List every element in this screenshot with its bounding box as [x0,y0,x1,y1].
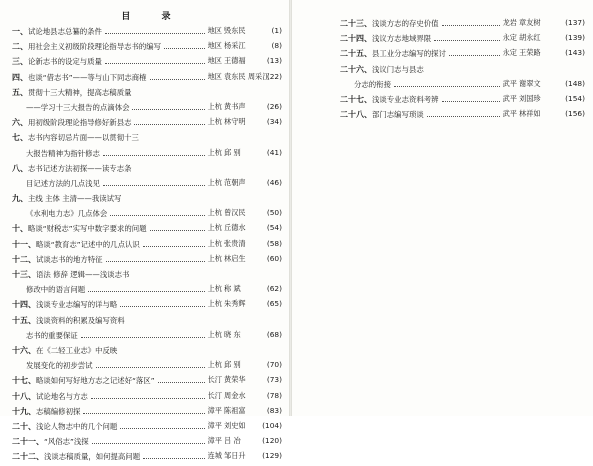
toc-entry [340,18,585,33]
entry-author: 范朝声 [224,177,246,187]
toc-entry [12,284,282,299]
entry-author: 称 斌 [224,284,241,294]
entry-number: 二十四、 [340,34,372,44]
entry-title: 试谈志书的地方特征 [36,254,103,264]
entry-page-number: (139) [565,33,585,43]
entry-title: 贯彻十三大精神，提高志稿质量 [28,87,132,97]
toc-entry [12,208,282,223]
leader-dots [83,413,205,414]
leader-dots [105,33,205,34]
entry-region: 漳平 [207,405,222,415]
entry-region: 武平 [502,93,517,103]
entry-page-number: (54) [266,223,282,233]
toc-entry [12,254,282,269]
entry-title: 志书的重要保证 [26,330,78,340]
entry-page-number: (60) [266,253,282,263]
entry-title: 浅议门志与县志 [372,64,424,74]
entry-title: 略谈“教育志”记述中的几点认识 [36,239,140,249]
entry-author: 晓 东 [224,329,241,339]
entry-region: 上杭 [207,117,222,127]
entry-region: 长汀 [207,390,222,400]
toc-entry [12,315,282,330]
toc-entry [12,148,282,163]
entry-region: 上杭 [207,284,222,294]
entry-author: 朱秀辉 [224,299,246,309]
entry-number: 二十、 [12,421,36,431]
leader-dots [150,79,205,80]
entry-number: 二十六、 [340,64,372,74]
entry-author: 胡永红 [519,33,541,43]
entry-title: 浅谈方志的存史价值 [372,19,439,28]
leader-dots [81,337,205,338]
entry-page-number: (129) [262,451,282,461]
toc-entry [12,360,282,375]
entry-region: 地区 [207,26,222,35]
entry-author: 周金水 [224,390,246,400]
entry-author: 刘国珍 [519,93,541,103]
entry-region: 武平 [502,78,517,88]
entry-page-number: (65) [266,299,282,309]
entry-region: 永定 [502,48,517,58]
entry-author: 杨采江 [224,41,246,51]
toc-entry [340,79,585,94]
entry-number: 十、 [12,224,28,234]
right-page [292,0,593,416]
entry-title: 《水利电力志》几点体会 [26,209,108,219]
entry-page-number: (26) [266,101,282,111]
entry-number: 五、 [12,87,28,97]
entry-number: 十五、 [12,315,36,325]
leader-dots [158,382,205,383]
entry-page-number: (137) [565,18,585,27]
entry-page-number: (50) [266,208,282,218]
leader-dots [427,116,500,117]
entry-title: 目记述方法的几点浅见 [26,178,100,188]
entry-number: 二十二、 [12,452,44,462]
toc-entry [12,391,282,406]
leader-dots [110,215,205,216]
toc-entry [340,94,585,109]
entry-author: 林启生 [224,253,246,263]
entry-page-number: (1) [271,26,282,35]
entry-title: 略谈如何写好地方志之记述好“落区” [36,376,155,386]
entry-number: 二十七、 [340,94,372,104]
entry-title: 试论地名与方志 [36,391,88,401]
entry-page-number: (13) [266,56,282,66]
leader-dots [106,261,205,262]
entry-number: 十八、 [12,391,36,401]
entry-title: 发展变化的初步尝试 [26,361,93,371]
entry-region: 上杭 [207,238,222,248]
leader-dots [120,306,205,307]
leader-dots [132,109,205,110]
entry-region: 上杭 [207,208,222,218]
entry-page-number: (34) [266,117,282,127]
leader-dots [442,101,500,102]
leader-dots [394,86,500,87]
toc-list-right [340,18,585,124]
leader-dots [103,185,205,186]
entry-title: 浅谈专业志资料考辨 [372,94,439,104]
toc-entry [12,26,282,41]
entry-region: 上杭 [207,147,222,157]
entry-title: 志稿编修初探 [36,406,81,416]
entry-page-number: (120) [262,436,282,446]
entry-title: 志书记述方法初探——读专志条 [28,163,132,173]
entry-page-number: (22) [266,71,282,81]
entry-page-number: (83) [266,405,282,415]
entry-author: 章友树 [519,18,541,27]
toc-entry [12,178,282,193]
entry-page-number: (41) [266,147,282,157]
leader-dots [103,155,205,156]
entry-number: 十七、 [12,376,36,386]
entry-author: 陈祖富 [224,405,246,415]
leader-dots [105,63,205,64]
leader-dots [91,398,205,399]
entry-title: 部门志编写琐谈 [372,110,424,120]
leader-dots [143,246,205,247]
toc-entry [12,239,282,254]
entry-author: 王德福 [224,56,246,66]
toc-entry [12,451,282,466]
toc-entry [12,345,282,360]
entry-author: 丘德水 [224,223,246,233]
leader-dots [442,25,500,26]
toc-entry [340,109,585,124]
left-page [0,0,290,462]
entry-number: 二十一、 [12,437,44,447]
entry-number: 一、 [12,27,28,36]
toc-entry [12,87,282,102]
entry-author: 曾汉民 [224,208,246,218]
entry-number: 九、 [12,194,28,204]
entry-region: 漳平 [207,420,222,430]
entry-title: 志书内容切忌片面——以贯彻十三 [28,133,139,143]
entry-number: 二、 [12,42,28,52]
entry-title: ——学习十三大报告的点滴体会 [26,102,130,112]
entry-number: 十九、 [12,406,36,416]
toc-list-left [12,26,282,466]
entry-title: 县工业分志编写的探讨 [372,49,446,59]
entry-page-number: (143) [565,48,585,58]
entry-title: 语法 修辞 逻辑——浅谈志书 [36,270,130,279]
entry-title: 浅议方志地域界限 [372,34,432,44]
entry-number: 十一、 [12,239,36,249]
leader-dots [134,124,205,125]
leader-dots [143,458,205,459]
toc-entry [12,102,282,117]
leader-dots [88,291,205,292]
entry-number: 二十三、 [340,19,372,28]
entry-author: 刘史如 [224,420,246,430]
entry-region: 上杭 [207,329,222,339]
entry-number: 十四、 [12,300,36,310]
entry-author: 黄荣华 [224,375,246,385]
toc-entry [12,406,282,421]
entry-region: 上杭 [207,223,222,233]
entry-region: 上杭 [207,177,222,187]
entry-number: 三、 [12,57,28,67]
entry-title: 浅谈志稿质量，如何提高问题 [44,452,141,462]
entry-page-number: (104) [262,420,282,430]
entry-title: 在《二轻工业志》中反映 [36,345,118,355]
entry-author: 林守明 [224,117,246,127]
entry-region: 地区 [207,41,222,51]
entry-region: 上杭 [207,101,222,111]
entry-page-number: (70) [266,360,282,370]
toc-entry [340,33,585,48]
toc-entry [12,72,282,87]
leader-dots [164,48,205,49]
leader-dots [449,55,500,56]
entry-title: 浅论人物志中的几个问题 [36,421,118,431]
toc-entry [12,56,282,71]
leader-dots [120,428,205,429]
toc-entry [12,421,282,436]
entry-page-number: (68) [266,329,282,339]
entry-title: 也谈“借志书”——等与山下同志商榷 [28,72,147,82]
entry-title: 浅谈专业志编写的详与略 [36,300,118,310]
entry-author: 袁东民 周采江 [224,71,270,81]
entry-number: 十六、 [12,345,36,355]
entry-page-number: (154) [565,93,585,103]
toc-entry [12,330,282,345]
entry-page-number: (78) [266,390,282,400]
toc-entry [340,64,585,79]
entry-author: 王荣路 [519,48,541,58]
entry-number: 八、 [12,163,28,173]
leader-dots [92,443,205,444]
leader-dots [150,230,205,231]
entry-region: 上杭 [207,360,222,370]
entry-region: 长汀 [207,375,222,385]
entry-page-number: (73) [266,375,282,385]
entry-page-number: (148) [565,78,585,88]
leader-dots [434,40,500,41]
toc-entry [12,269,282,284]
entry-author: 毁东民 [224,26,246,35]
entry-author: 林祥如 [519,109,541,119]
entry-author: 谢翠文 [519,78,541,88]
toc-entry [12,193,282,208]
entry-region: 地区 [207,56,222,66]
entry-number: 七、 [12,133,28,143]
entry-page-number: (46) [266,177,282,187]
entry-title: 浅谈资料的积累及编写资料 [36,315,125,325]
toc-entry [340,48,585,63]
entry-number: 二十八、 [340,110,372,120]
toc-entry [12,117,282,132]
entry-region: 漳平 [207,436,222,446]
entry-number: 四、 [12,72,28,82]
toc-title: 目 录 [121,12,185,22]
entry-region: 龙岩 [502,18,517,27]
leader-dots [96,367,205,368]
entry-title: 主线 主体 主清——我读试写 [28,194,122,204]
toc-entry [12,163,282,178]
entry-page-number: (62) [266,284,282,294]
entry-region: 连城 [207,451,222,461]
entry-number: 二十五、 [340,49,372,59]
entry-page-number: (156) [565,109,585,119]
entry-page-number: (8) [271,41,282,51]
entry-author: 邱 别 [224,360,241,370]
entry-number: 十三、 [12,270,36,279]
toc-entry [12,223,282,238]
entry-author: 邱 别 [224,147,241,157]
toc-entry [12,436,282,451]
entry-title: 大报告精神为指针修志 [26,148,100,158]
toc-entry [12,375,282,390]
entry-title: 略谈“财税志”实写中数字要求的问题 [28,224,147,234]
toc-entry [12,132,282,147]
entry-title: 用初级阶段理论指导修好新县志 [28,118,132,128]
toc-entry [12,299,282,314]
entry-region: 地区 [207,71,222,81]
entry-region: 武平 [502,109,517,119]
entry-author: 邹日升 [224,451,246,461]
entry-region: 上杭 [207,299,222,309]
entry-title: 修改中的语言问题 [26,285,86,295]
entry-region: 永定 [502,33,517,43]
toc-entry [12,41,282,56]
entry-title: 用社会主义初级阶段理论指导志书的编写 [28,42,162,52]
entry-title: “风俗志”浅探 [44,437,89,447]
entry-title: 分志的衔接 [354,79,391,89]
entry-author: 张贵清 [224,238,246,248]
entry-title: 试论地县志总纂的条件 [28,27,102,36]
entry-page-number: (58) [266,238,282,248]
entry-number: 十二、 [12,254,36,264]
entry-title: 论新志书的设定与质量 [28,57,102,67]
entry-author: 吕 冶 [224,436,241,446]
entry-number: 六、 [12,118,28,128]
entry-author: 黄书声 [224,101,246,111]
entry-region: 上杭 [207,253,222,263]
